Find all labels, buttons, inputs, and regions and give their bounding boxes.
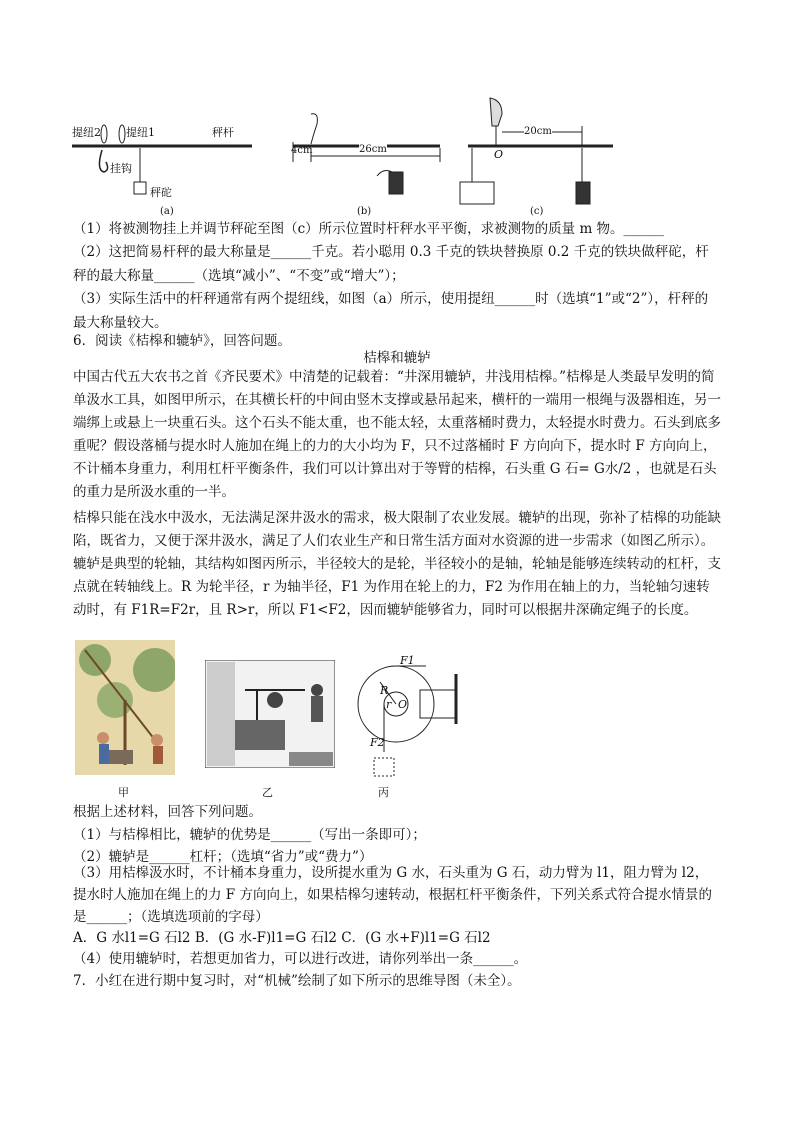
- q6-prompt: 根据上述材料，回答下列问题。: [73, 804, 262, 820]
- figure-bing: [356, 654, 476, 778]
- q5-part3: （3）实际生活中的杆秤通常有两个提纽线，如图（a）所示，使用提纽______时（选填“1”或“2”），杆秤的最大称量较大。: [73, 291, 709, 331]
- caption-c: (c): [530, 206, 544, 217]
- figure-a: [66, 110, 256, 220]
- radius-small: r: [386, 698, 392, 711]
- q7-intro: 7．小红在进行期中复习时，对“机械”绘制了如下所示的思维导图（未全）。: [73, 973, 521, 989]
- figure-bing-drawing: [356, 654, 476, 778]
- q5-part1: （1）将被测物挂上并调节秤砣至图（c）所示位置时杆秤水平平衡，求被测物的质量 m 物。______: [73, 221, 665, 237]
- figure-b: [285, 110, 445, 220]
- q6-options: A．G 水l1=G 石l2 B．(G 水-F)l1=G 石l2 C．(G 水+F)l1=G 石l2: [73, 930, 491, 946]
- figure-jia: [75, 640, 175, 775]
- label-grip2: 提纽2: [72, 126, 101, 139]
- caption-b: (b): [357, 206, 372, 217]
- q5-part2: （2）这把简易杆秤的最大称量是______千克。若小聪用 0.3 千克的铁块替换原 0.2 千克的铁块做秤砣，杆秤的最大称量______（选填“减小”、“不变”或“增大”）；: [73, 244, 709, 284]
- dim-20cm: 20cm: [524, 126, 552, 137]
- radius-big: R: [380, 684, 389, 697]
- article-title: 桔槔和辘轳: [363, 350, 431, 366]
- figure-jia-drawing: [75, 640, 175, 775]
- caption-bing: 丙: [378, 786, 389, 799]
- dim-4cm: 4cm: [291, 145, 313, 156]
- q6-sub3: （3）用桔槔汲水时，不计桶本身重力，设所提水重为 G 水，石头重为 G 石，动力臂为 l1，阻力臂为 l2，提水时人施加在绳上的力 F 方向向上，如果桔槔匀速转动，根据杠杆平衡条件，下列关系式符合提水情景的是______；（选填选项前的字母）: [73, 865, 712, 925]
- figure-c-drawing: [458, 96, 618, 220]
- article-para1: 中国古代五大农书之首《齐民要术》中清楚的记载着：“井深用辘轳，井浅用桔槔。”桔槔是人类最早发明的简单汲水工具，如图甲所示，在其横长杆的中间由竖木支撑或悬吊起来，横杆的一端用一根绳与汲器相连，另一端绑上或悬上一块重石头。这个石头不能太重，也不能太轻，太重落桶时费力，太轻提水时费力。石头到底多重呢？假设落桶与提水时人施加在绳上的力的大小均为 F，只不过落桶时 F 方向向下，提水时 F 方向向上，不计桶本身重力，利用杠杆平衡条件，我们可以计算出对于等臂的桔槔，石头重 G 石= G水/2 ，也就是石头的重力是所汲水重的一半。: [73, 369, 721, 500]
- dim-26cm: 26cm: [359, 144, 387, 155]
- q6-sub1: （1）与桔槔相比，辘轳的优势是______（写出一条即可）；: [73, 827, 426, 843]
- q6-sub2: （2）辘轳是______杠杆；（选填“省力”或“费力”）: [73, 849, 373, 865]
- label-rod: 秤杆: [212, 126, 234, 139]
- pivot-o: O: [494, 148, 504, 161]
- figure-c: [458, 96, 618, 220]
- label-weight: 秤砣: [150, 186, 172, 199]
- article-para2: 桔槔只能在浅水中汲水，无法满足深井汲水的需求，极大限制了农业发展。辘轳的出现，弥补了桔槔的功能缺陷，既省力，又便于深井汲水，满足了人们农业生产和日常生活方面对水资源的进一步需求（如图乙所示）。辘轳是典型的轮轴，其结构如图丙所示，半径较大的是轮，半径较小的是轴，轮轴是能够连续转动的杠杆，支点就在转轴线上。R 为轮半径，r 为轴半径，F1 为作用在轮上的力，F2 为作用在轴上的力，当轮轴匀速转动时，有 F1R=F2r，且 R>r，所以 F1<F2，因而辘轳能够省力，同时可以根据井深确定绳子的长度。: [73, 510, 721, 618]
- force-f1: F1: [400, 654, 415, 667]
- caption-jia: 甲: [118, 786, 129, 799]
- label-grip1: 提纽1: [126, 126, 155, 139]
- q6-intro: 6．阅读《桔槔和辘轳》，回答问题。: [73, 333, 291, 349]
- label-hook: 挂钩: [110, 162, 132, 175]
- caption-a: (a): [160, 206, 174, 217]
- figure-yi-drawing: [205, 660, 335, 768]
- caption-yi: 乙: [262, 786, 273, 799]
- center-o: O: [398, 698, 408, 711]
- q6-sub4: （4）使用辘轳时，若想更加省力，可以进行改进，请你列举出一条______。: [73, 951, 528, 967]
- force-f2: F2: [370, 736, 385, 749]
- figure-yi: [205, 660, 335, 768]
- figure-b-drawing: [285, 110, 445, 220]
